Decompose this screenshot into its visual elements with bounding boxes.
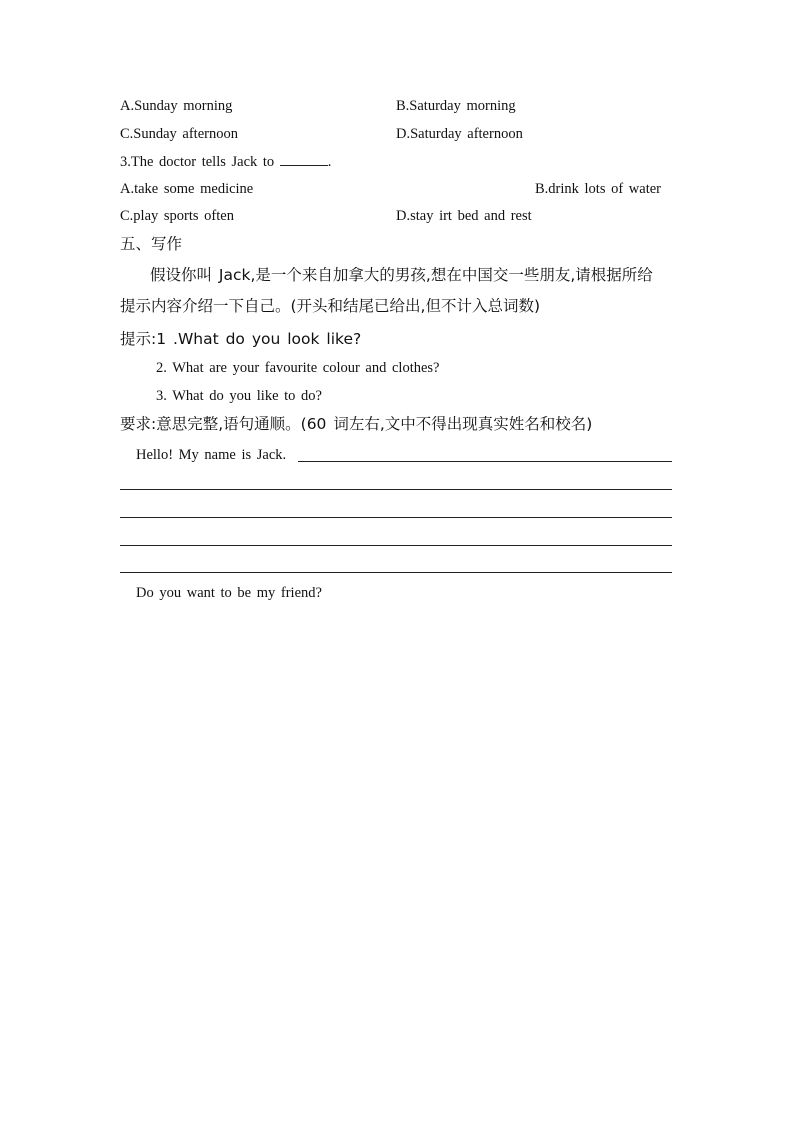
- writing-prompt-line2: 提示内容介绍一下自己。(开头和结尾已给出,但不计入总词数): [120, 297, 541, 315]
- hint-2: 2. What are your favourite colour and clothes?: [156, 360, 440, 376]
- q3-option-c: C.play sports often: [120, 208, 234, 224]
- writing-prompt-line1: 假设你叫 Jack,是一个来自加拿大的男孩,想在中国交一些朋友,请根据所给: [150, 266, 653, 284]
- q3-stem-end: .: [327, 154, 332, 170]
- hint-3: 3. What do you like to do?: [156, 388, 322, 404]
- hint-1-text: 提示:1 .What do you look like?: [120, 330, 362, 348]
- answer-line-3[interactable]: [120, 517, 672, 518]
- q2-option-a: A.Sunday morning: [120, 98, 233, 114]
- answer-line-4[interactable]: [120, 545, 672, 546]
- section-title: 五、写作: [120, 235, 183, 253]
- hint-1: [120, 329, 361, 350]
- answer-line-5[interactable]: [120, 572, 672, 573]
- q3-option-a: A.take some medicine: [120, 181, 254, 197]
- answer-line-1[interactable]: [298, 461, 672, 462]
- q3-stem-text: 3.The doctor tells Jack to: [120, 154, 275, 170]
- q2-option-d: D.Saturday afternoon: [396, 126, 523, 142]
- q3-answer-blank: [280, 151, 328, 166]
- essay-opening: Hello! My name is Jack.: [136, 447, 287, 463]
- writing-requirement: 要求:意思完整,语句通顺。(60 词左右,文中不得出现真实姓名和校名): [120, 415, 593, 433]
- q3-option-d: D.stay irt bed and rest: [396, 208, 532, 224]
- answer-line-2[interactable]: [120, 489, 672, 490]
- q2-option-b: B.Saturday morning: [396, 98, 516, 114]
- essay-closing: Do you want to be my friend?: [136, 585, 322, 601]
- q3-stem: [120, 151, 331, 172]
- q2-option-c: C.Sunday afternoon: [120, 126, 238, 142]
- q3-option-b: B.drink lots of water: [535, 181, 662, 197]
